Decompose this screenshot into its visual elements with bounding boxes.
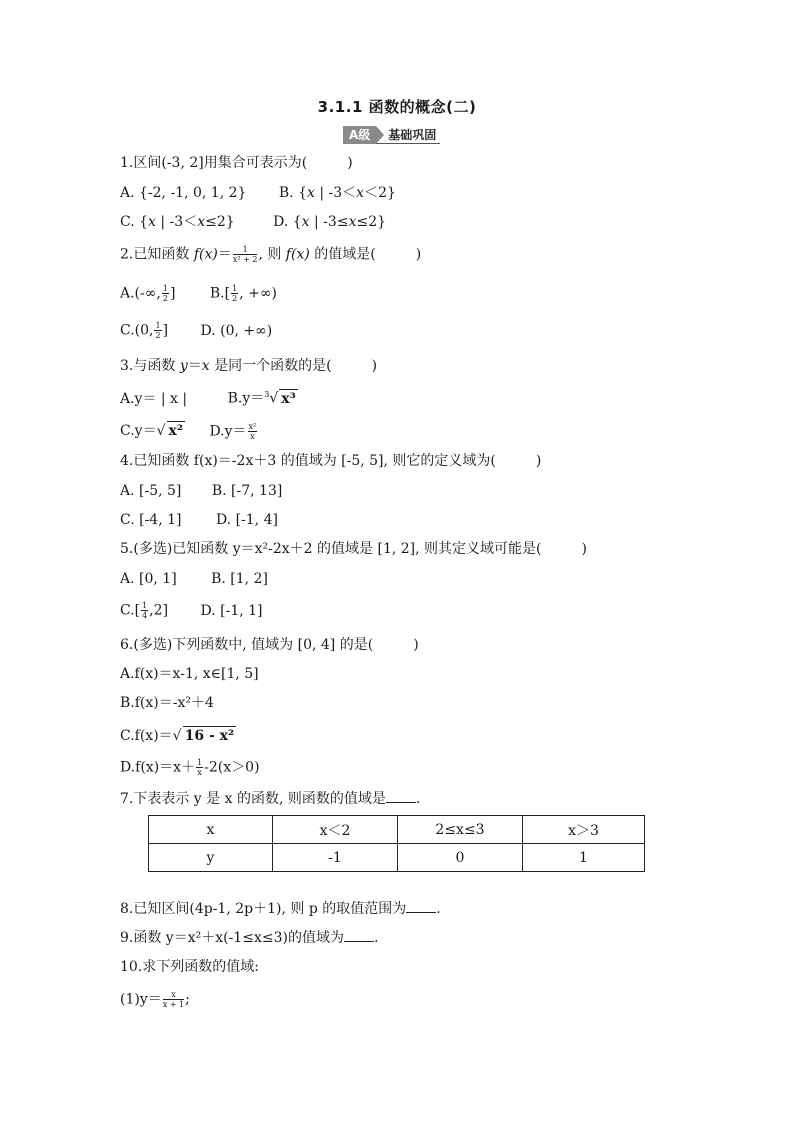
question-2-options-ab (120, 284, 297, 303)
option-c: C. {x | -3＜x≤2} (120, 214, 235, 230)
section-badge (343, 126, 440, 144)
fraction: $\frac{1}{\text{x² + 2}}$ (232, 245, 258, 264)
question-2-options-cd (120, 321, 292, 340)
table-cell: 2≤x≤3 (398, 816, 523, 844)
option-a: A. [0, 1] (120, 571, 177, 587)
level-label: A级 (343, 126, 376, 144)
option-b: B. [1, 2] (211, 571, 268, 587)
radical-sign: √ (269, 390, 279, 407)
question-7-stem: 7.下表表示 y 是 x 的函数, 则函数的值域是 . (120, 791, 421, 807)
question-6-option-d: D.f(x)＝x＋ $\frac{1}{x}$ -2(x＞0) (120, 758, 260, 777)
option-a: A.(-∞, $\frac{1}{2}$ ] (120, 284, 176, 303)
option-d: D. [-1, 1] (200, 602, 263, 619)
option-d: D. {x | -3≤x≤2} (273, 214, 387, 230)
option-d: D. [-1, 4] (215, 512, 278, 528)
question-5-options-cd (120, 601, 283, 620)
section-name: 基础巩固 (376, 126, 440, 144)
option-d: D. (0, +∞) (200, 322, 273, 339)
question-1-stem: 1.区间(-3, 2]用集合可表示为( ) (120, 155, 353, 171)
table-cell: 0 (398, 844, 523, 872)
question-6-option-b: B.f(x)＝-x²＋4 (120, 695, 214, 711)
page-title: 3.1.1 函数的概念(二) (317, 98, 477, 116)
question-6-stem: 6.(多选)下列函数中, 值域为 [0, 4] 的是( ) (120, 637, 419, 653)
function-table (148, 815, 645, 872)
table-cell: x＞3 (523, 816, 645, 844)
question-4-stem: 4.已知函数 f(x)＝-2x＋3 的值域为 [-5, 5], 则它的定义域为( ) (120, 453, 542, 469)
option-a: A. {-2, -1, 0, 1, 2} (120, 185, 247, 201)
table-cell: x＜2 (273, 816, 398, 844)
question-1-options-cd (120, 213, 406, 231)
option-a: A.y＝ | x | (120, 390, 188, 407)
question-6-option-a: A.f(x)＝x-1, x∈[1, 5] (120, 666, 259, 682)
question-8-stem: 8.已知区间(4p-1, 2p＋1), 则 p 的取值范围为 . (120, 901, 441, 917)
answer-blank[interactable] (406, 900, 436, 913)
question-9-stem: 9.函数 y＝x²＋x(-1≤x≤3)的值域为 . (120, 930, 379, 946)
option-d: D.y＝ $\frac{\text{x²}}{x}$ (209, 421, 257, 441)
question-6-option-c: C.f(x)＝√ 16 - x² (120, 728, 235, 744)
question-5-stem: 5.(多选)已知函数 y＝x²-2x＋2 的值域是 [1, 2], 则其定义域可能是( ) (120, 541, 587, 557)
option-c: C. [-4, 1] (120, 512, 182, 528)
answer-blank[interactable] (386, 790, 416, 803)
table-cell: -1 (273, 844, 398, 872)
table-row (149, 844, 645, 872)
option-a: A. [-5, 5] (120, 483, 182, 499)
radical-sign: √ (172, 728, 182, 744)
question-1-options-ab (120, 184, 416, 202)
option-c: C.y＝√ x² (120, 423, 183, 439)
question-3-stem: 3.与函数 y＝x 是同一个函数的是( ) (120, 358, 378, 374)
question-10-part-1: (1)y＝ $\frac{x}{x + 1}$ ; (120, 990, 190, 1009)
table-row (149, 816, 645, 844)
question-4-options-cd (120, 511, 298, 529)
table-cell: x (149, 816, 273, 844)
option-b: B. [-7, 13] (211, 483, 283, 499)
question-3-options-cd (120, 421, 278, 441)
table-cell: 1 (523, 844, 645, 872)
radical-sign: √ (156, 423, 166, 439)
question-5-options-ab (120, 570, 288, 588)
option-b: B. {x | -3＜x＜2} (278, 185, 396, 201)
question-4-options-ab (120, 482, 302, 500)
option-c: C.(0, $\frac{1}{2}$ ] (120, 321, 169, 340)
option-b: B.[ $\frac{1}{2}$ , +∞) (209, 284, 277, 303)
answer-blank[interactable] (344, 929, 374, 942)
question-3-options-ab (120, 386, 318, 408)
option-b: B.y＝$^3$√ x³ (227, 390, 296, 407)
option-c: C.[ $\frac{1}{4}$ ,2] (120, 601, 169, 620)
table-cell: y (149, 844, 273, 872)
question-2-stem: 2.已知函数 f(x)＝ $\frac{1}{\text{x² + 2}}$ , 则 f(x) 的值域是( ) (120, 245, 422, 264)
question-10-stem: 10.求下列函数的值域: (120, 959, 259, 975)
